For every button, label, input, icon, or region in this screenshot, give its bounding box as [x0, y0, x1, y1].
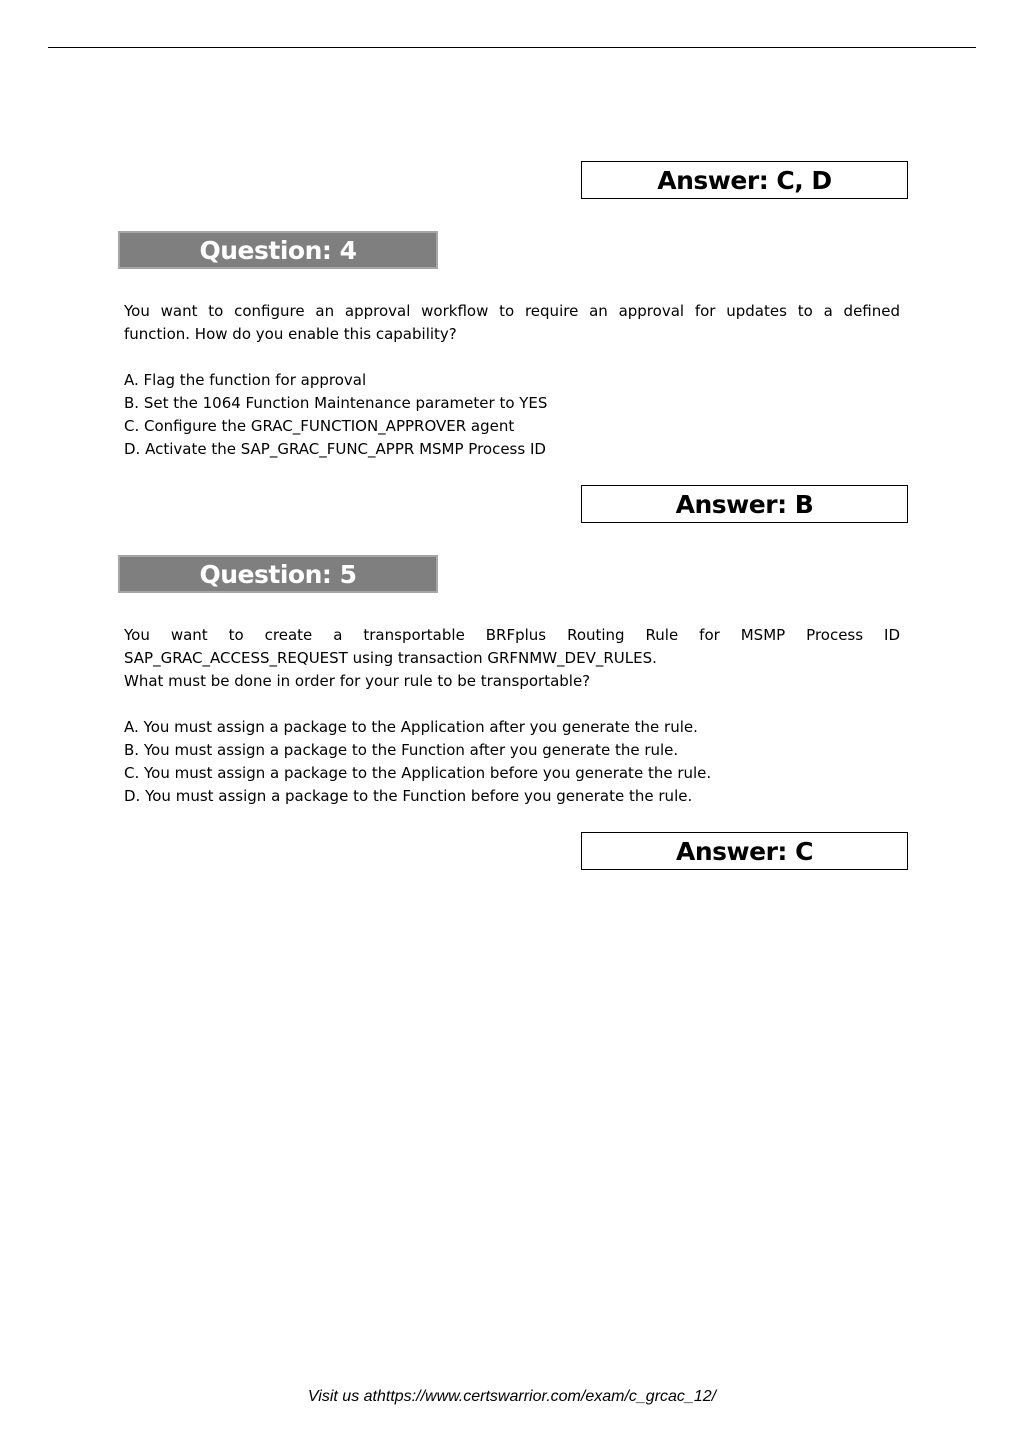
option-c: C. You must assign a package to the Application before you generate the rule.: [124, 764, 712, 782]
option-d: D. You must assign a package to the Function before you generate the rule.: [124, 787, 693, 805]
question-stem-line: You want to create a transportable BRFplus Routing Rule for MSMP Process ID: [124, 626, 900, 644]
question-heading: Question: 5: [199, 559, 357, 589]
question-stem-line: You want to configure an approval workflow to require an approval for updates to a defined: [124, 302, 900, 320]
question-4-body: [124, 300, 900, 461]
option-b: B. You must assign a package to the Function after you generate the rule.: [124, 741, 679, 759]
question-stem-line: What must be done in order for your rule to be transportable?: [124, 672, 591, 690]
footer-link[interactable]: Visit us athttps://www.certswarrior.com/exam/c_grcac_12/: [307, 1388, 717, 1405]
option-a: A. You must assign a package to the Application after you generate the rule.: [124, 718, 698, 736]
answer-box-q4: [581, 485, 908, 523]
header-divider: [48, 47, 976, 48]
question-5-banner: [118, 555, 438, 593]
option-a: A. Flag the function for approval: [124, 371, 367, 389]
answer-label: Answer: C, D: [657, 165, 832, 195]
option-b: B. Set the 1064 Function Maintenance parameter to YES: [124, 394, 548, 412]
option-d: D. Activate the SAP_GRAC_FUNC_APPR MSMP Process ID: [124, 440, 546, 458]
question-stem-line: function. How do you enable this capability?: [124, 325, 457, 343]
question-5-body: [124, 624, 900, 808]
question-heading: Question: 4: [199, 235, 357, 265]
answer-label: Answer: B: [675, 489, 814, 519]
question-4-banner: [118, 231, 438, 269]
answer-label: Answer: C: [676, 836, 813, 866]
answer-box-q5: [581, 832, 908, 870]
question-stem-line: SAP_GRAC_ACCESS_REQUEST using transaction GRFNMW_DEV_RULES.: [124, 649, 657, 667]
answer-box-q3: [581, 161, 908, 199]
option-c: C. Configure the GRAC_FUNCTION_APPROVER agent: [124, 417, 515, 435]
